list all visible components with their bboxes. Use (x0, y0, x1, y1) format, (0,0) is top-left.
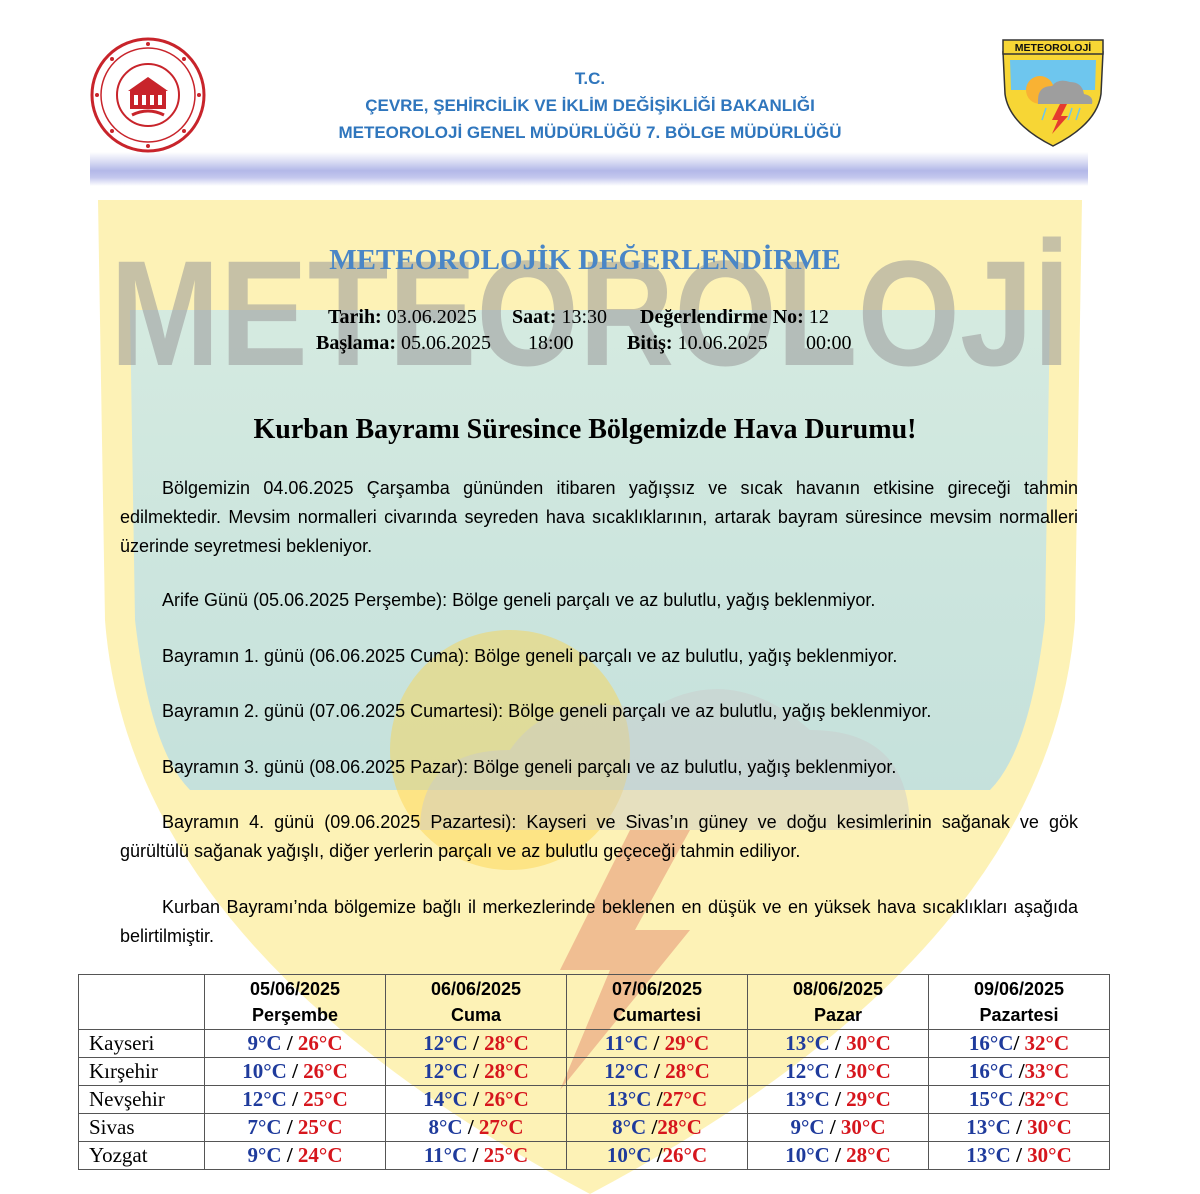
meta-date-label: Tarih: (328, 306, 382, 328)
ministry-seal-logo (88, 35, 208, 155)
header-line-directorate: METEOROLOJİ GENEL MÜDÜRLÜĞÜ 7. BÖLGE MÜDÜRLÜĞÜ (338, 123, 842, 142)
city-name: Kayseri (79, 1030, 205, 1058)
temp-cell: 16°C/ 32°C (929, 1030, 1110, 1058)
table-row (79, 1142, 1110, 1170)
meta-end (627, 332, 768, 355)
table-row (79, 1086, 1110, 1114)
document-title: METEOROLOJİK DEĞERLENDİRME (329, 244, 841, 276)
paragraph-arife: Arife Günü (05.06.2025 Perşembe): Bölge geneli parçalı ve az bulutlu, yağış beklenmiyor. (162, 590, 876, 610)
meta-date (328, 306, 477, 329)
forecast-headline: Kurban Bayramı Süresince Bölgemizde Hava Durumu! (253, 414, 917, 445)
paragraph-day4: Bayramın 4. günü (09.06.2025 Pazartesi): Kayseri ve Sivas’ın güney ve doğu kesimlerinin sağanak ve gök gürültülü sağanak yağışlı, diğer yerlerin parçalı ve az bulutlu geçeceği tahmin ediliyor. (120, 812, 1078, 861)
temp-cell: 12°C / 28°C (567, 1058, 748, 1086)
table-column-header: 05/06/2025 Perşembe (205, 975, 386, 1030)
meta-date-value: 03.06.2025 (386, 306, 477, 328)
temp-cell: 10°C /26°C (567, 1142, 748, 1170)
paragraph-intro: Bölgemizin 04.06.2025 Çarşamba gününden itibaren yağışsız ve sıcak havanın etkisine gireceği tahmin edilmektedir. Mevsim normalleri civarında seyreden hava sıcaklıklarının, artarak bayram süresince mevsim normalleri üzerinde seyretmesi bekleniyor. (120, 478, 1078, 556)
temp-cell: 12°C / 25°C (205, 1086, 386, 1114)
temp-cell: 10°C / 28°C (748, 1142, 929, 1170)
table-column-header: 06/06/2025 Cuma (386, 975, 567, 1030)
temp-cell: 11°C / 25°C (386, 1142, 567, 1170)
city-name: Nevşehir (79, 1086, 205, 1114)
meta-end-value: 10.06.2025 (677, 332, 768, 354)
meta-start (316, 332, 491, 355)
meta-time-value: 13:30 (561, 306, 608, 328)
temperature-table (78, 974, 1110, 1170)
temp-cell: 7°C / 25°C (205, 1114, 386, 1142)
temp-cell: 13°C / 30°C (929, 1142, 1110, 1170)
temp-cell: 12°C / 28°C (386, 1030, 567, 1058)
temp-cell: 11°C / 29°C (567, 1030, 748, 1058)
temp-cell: 9°C / 30°C (748, 1114, 929, 1142)
table-row (79, 1030, 1110, 1058)
meta-start-time: 18:00 (528, 332, 574, 354)
meta-number (640, 306, 829, 329)
table-column-header: 09/06/2025 Pazartesi (929, 975, 1110, 1030)
paragraph-day3: Bayramın 3. günü (08.06.2025 Pazar): Bölge geneli parçalı ve az bulutlu, yağış beklenmiyor. (162, 757, 897, 777)
table-column-header: 07/06/2025 Cumartesi (567, 975, 748, 1030)
paragraph-day2: Bayramın 2. günü (07.06.2025 Cumartesi): Bölge geneli parçalı ve az bulutlu, yağış beklenmiyor. (162, 701, 932, 721)
meta-time-label: Saat: (512, 306, 557, 328)
logo-right-text: METEOROLOJİ (1014, 42, 1092, 54)
temp-cell: 10°C / 26°C (205, 1058, 386, 1086)
table-row (79, 1058, 1110, 1086)
temp-cell: 8°C /28°C (567, 1114, 748, 1142)
meta-start-value: 05.06.2025 (401, 332, 491, 354)
meta-number-label: Değerlendirme No: (640, 306, 804, 328)
temp-cell: 13°C / 30°C (748, 1030, 929, 1058)
meta-number-value: 12 (808, 306, 829, 328)
city-name: Sivas (79, 1114, 205, 1142)
header-line-tc: T.C. (574, 69, 606, 88)
paragraph-table-intro: Kurban Bayramı’nda bölgemize bağlı il merkezlerinde beklenen en düşük ve en yüksek hava sıcaklıkları aşağıda belirtilmiştir. (120, 897, 1078, 946)
temp-cell: 14°C / 26°C (386, 1086, 567, 1114)
table-corner-cell (79, 975, 205, 1030)
paragraph-day1: Bayramın 1. günü (06.06.2025 Cuma): Bölge geneli parçalı ve az bulutlu, yağış beklenmiyor. (162, 646, 898, 666)
temp-cell: 15°C /32°C (929, 1086, 1110, 1114)
temp-cell: 9°C / 26°C (205, 1030, 386, 1058)
temp-cell: 13°C / 30°C (929, 1114, 1110, 1142)
meteoroloji-logo (1000, 38, 1106, 148)
temp-cell: 8°C / 27°C (386, 1114, 567, 1142)
temp-cell: 13°C / 29°C (748, 1086, 929, 1114)
city-name: Yozgat (79, 1142, 205, 1170)
meta-time (512, 306, 607, 329)
city-name: Kırşehir (79, 1058, 205, 1086)
watermark-text: METEOROLOJİ (110, 229, 1070, 397)
temp-cell: 13°C /27°C (567, 1086, 748, 1114)
table-row (79, 1114, 1110, 1142)
temp-cell: 9°C / 24°C (205, 1142, 386, 1170)
temp-cell: 12°C / 28°C (386, 1058, 567, 1086)
table-header-row (79, 975, 1110, 1030)
meta-end-time: 00:00 (806, 332, 852, 354)
temp-cell: 12°C / 30°C (748, 1058, 929, 1086)
header-line-ministry: ÇEVRE, ŞEHİRCİLİK VE İKLİM DEĞİŞİKLİĞİ BAKANLIĞI (365, 96, 815, 115)
meta-end-label: Bitiş: (627, 332, 673, 354)
table-column-header: 08/06/2025 Pazar (748, 975, 929, 1030)
header-divider-bar (90, 152, 1088, 186)
temp-cell: 16°C /33°C (929, 1058, 1110, 1086)
meta-start-label: Başlama: (316, 332, 396, 354)
